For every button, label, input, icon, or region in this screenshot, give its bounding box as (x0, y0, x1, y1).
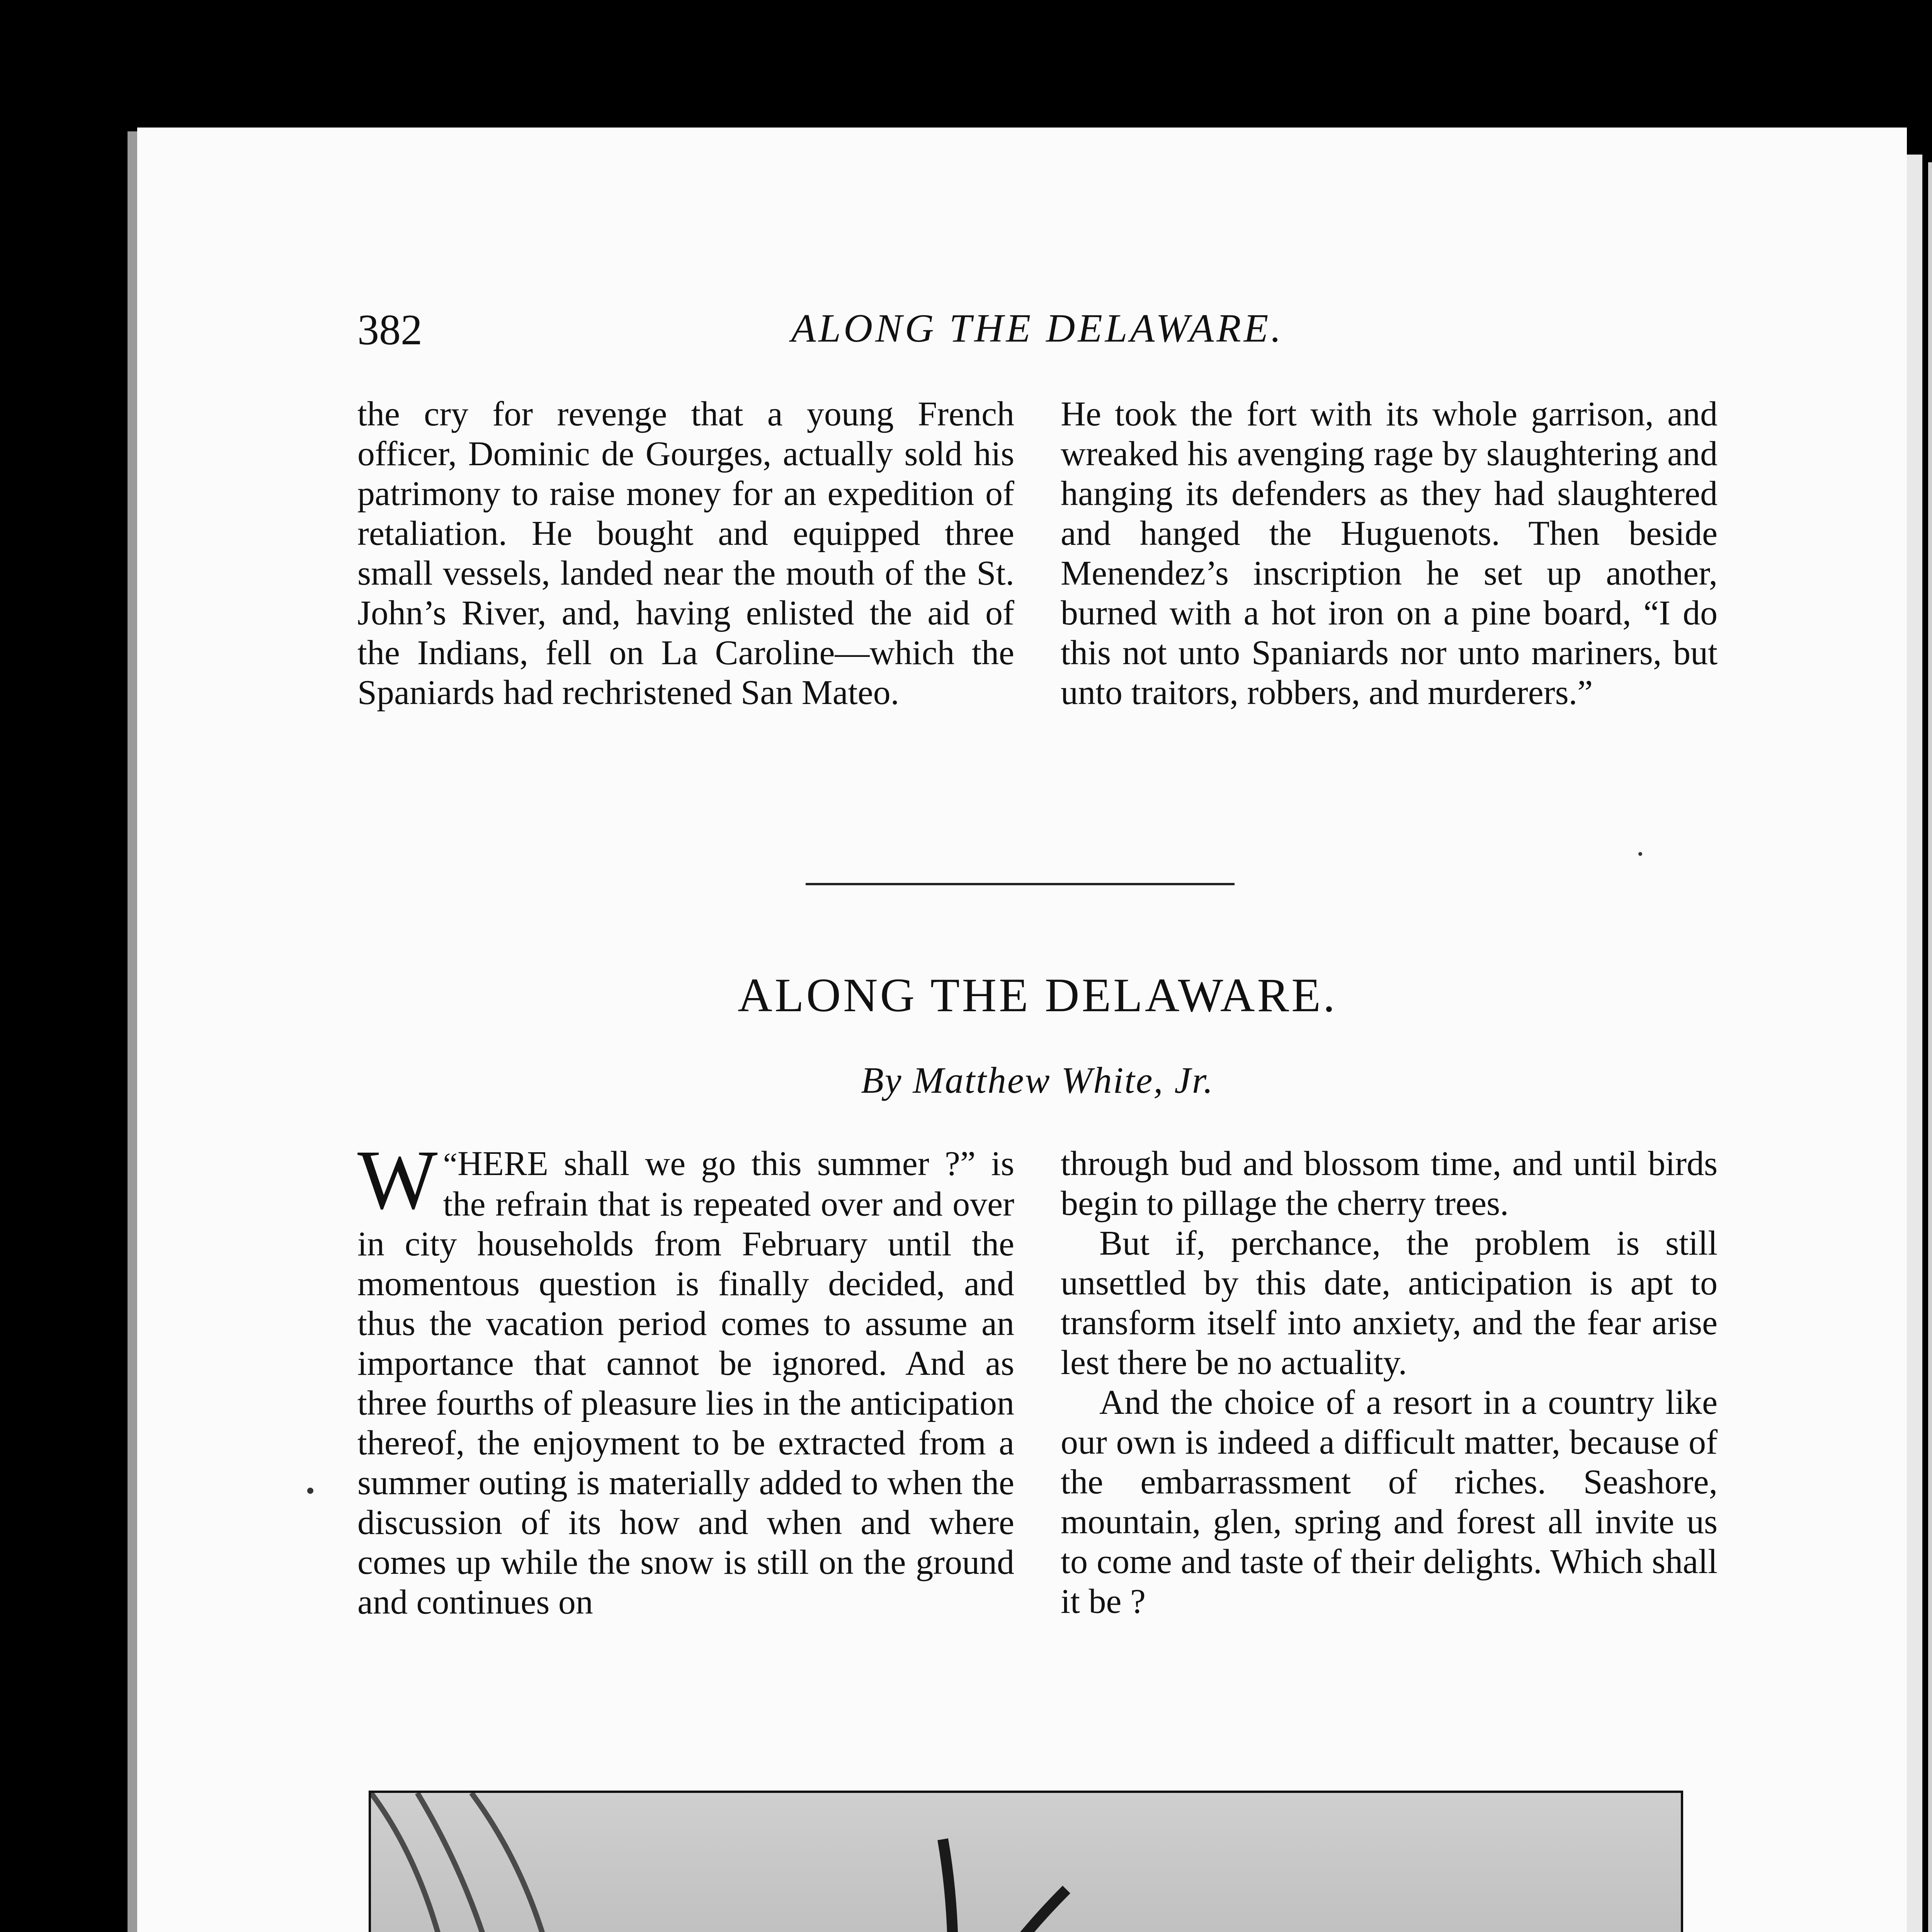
paragraph: But if, perchance, the problem is still unsettled by this date, anticipation is apt to transform itself into anxiety, and the fear arise lest there be no actuality. (1061, 1224, 1718, 1382)
facing-page-edge-shadow (1928, 162, 1932, 1932)
landscape-photo (371, 1793, 1681, 1932)
photo-illustration (371, 1793, 1681, 1932)
lead-text: HERE shall we go this summer ?” is the refrain that is repeated over and over in city households from February until the momentous question is finally decided, and thus the vacation period comes to assume an importance that cannot be ignored. And as three fourths of pleasure lies in the anticipation thereof, the enjoyment to be extracted from a summer outing is materially added to when the discussion of its how and when and where comes up while the snow is still on the ground and continues on (357, 1145, 1014, 1621)
page-edge (128, 131, 138, 1932)
drop-cap: W (357, 1133, 438, 1227)
article-headline: ALONG THE DELAWARE. (738, 969, 1337, 1022)
running-title: ALONG THE DELAWARE. (791, 306, 1284, 350)
paragraph: the cry for revenge that a young French officer, Dominic de Gourges, actually sold his patrimony to raise money for an expedition of retaliation. He bought and equipped three small vessels, landed near the mouth of the St. John’s River, and, having enlisted the aid of the Indians, fell on La Caroline—which the Spaniards had rechristened San Mateo. (357, 395, 1014, 712)
article-right-column (1061, 1144, 1718, 1621)
section-divider (806, 883, 1235, 885)
paragraph: And the choice of a resort in a country like our own is indeed a difficult matter, because of the embarrassment of riches. Seashore, mountain, glen, spring and forest all invite us to come and taste of their delights. Which shall it be ? (1061, 1383, 1718, 1621)
paragraph: through bud and blossom time, and until birds begin to pillage the cherry trees. (1061, 1145, 1718, 1223)
print-speck (307, 1488, 313, 1494)
article-left-column (357, 1133, 1014, 1622)
previous-article-right-column (1061, 394, 1718, 713)
print-speck (1638, 852, 1642, 856)
article-byline: By Matthew White, Jr. (861, 1060, 1214, 1101)
previous-article-left-column (357, 394, 1014, 713)
lead-paragraph (357, 1133, 1014, 1622)
running-head (357, 305, 1718, 371)
paragraph: He took the fort with its whole garrison, and wreaked his avenging rage by slaughtering and hanging its defenders as they had slaughtered and hanged the Huguenots. Then beside Menendez’s inscription he set up another, burned with a hot iron on a pine board, “I do this not unto Spaniards nor unto mariners, but unto traitors, robbers, and murderers.” (1061, 395, 1718, 712)
opening-quote: “ (443, 1146, 457, 1182)
page-number: 382 (357, 306, 422, 354)
facing-page-edge (1907, 155, 1922, 1932)
